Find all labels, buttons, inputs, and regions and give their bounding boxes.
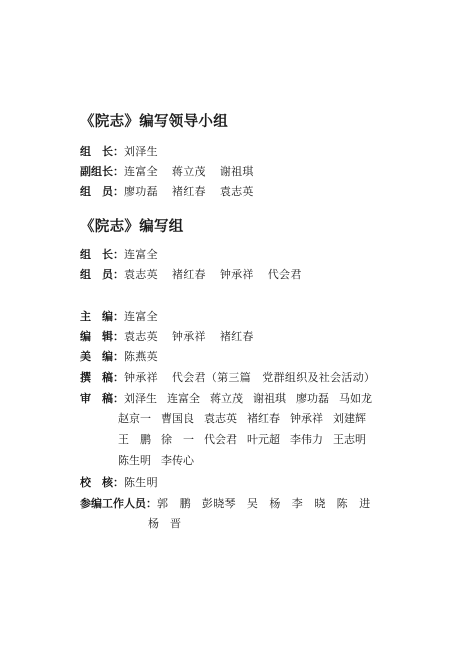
person-name: 连富全: [124, 310, 158, 323]
participants-line-2: [148, 515, 191, 533]
row-label: 组 员：: [80, 268, 124, 281]
reviewers-line-3: [118, 431, 366, 449]
person-name: 代会君: [267, 268, 302, 281]
section2-title: 《院志》编写组: [80, 218, 184, 235]
row-label: 编 辑：: [80, 330, 124, 343]
person-name: 曹国良: [161, 412, 194, 425]
person-name: 吴 杨: [246, 497, 281, 510]
row-label: 组 长：: [80, 248, 124, 261]
section1-title: 《院志》编写领导小组: [80, 113, 228, 130]
person-name: 褚红春: [219, 330, 254, 343]
person-name: 陈 进: [336, 497, 371, 510]
person-name: 彭晓琴: [201, 497, 236, 510]
person-name: 刘建辉: [333, 412, 366, 425]
editors-row: [80, 328, 268, 346]
person-name: 刘泽生: [124, 392, 157, 405]
person-name: 陈生明: [118, 454, 151, 467]
person-name: 谢祖琪: [219, 165, 254, 178]
reviewers-row: [80, 390, 372, 408]
person-name: 褚红春: [171, 268, 206, 281]
person-name: 王志明: [333, 433, 366, 446]
section1-row-deputy: [80, 163, 268, 181]
row-label: 美 编：: [80, 350, 124, 363]
person-name: 袁志英: [124, 268, 158, 281]
person-name: 郭 鹏: [157, 497, 191, 510]
person-name: 袁志英: [124, 330, 158, 343]
person-name: 褚红春: [247, 412, 280, 425]
person-name: 杨 晋: [148, 517, 181, 530]
reviewers-line-2: [118, 410, 366, 428]
row-label: 参编工作人员：: [80, 497, 157, 510]
person-name: 李 晓: [291, 497, 326, 510]
person-name: 赵京一: [118, 412, 151, 425]
person-name: 廖功磊: [296, 392, 329, 405]
row-label: 撰 稿：: [80, 371, 124, 384]
person-name: 连富全: [167, 392, 200, 405]
person-name: 钟承祥: [290, 412, 323, 425]
person-name: 代会君（第三篇 党群组织及社会活动）: [171, 371, 376, 384]
person-name: 王 鹏: [118, 433, 151, 446]
writers-row: [80, 369, 389, 387]
row-label: 校 核：: [80, 476, 124, 489]
person-name: 袁志英: [204, 412, 237, 425]
row-label: 审 稿：: [80, 392, 124, 405]
section1-row-leader: [80, 143, 172, 161]
reviewers-line-4: [118, 452, 204, 470]
person-name: 褚红春: [171, 185, 206, 198]
row-label: 副组长：: [80, 165, 124, 178]
person-name: 李伟力: [290, 433, 323, 446]
person-name: 钟承祥: [124, 371, 158, 384]
person-name: 蒋立茂: [210, 392, 243, 405]
person-name: 陈生明: [124, 476, 158, 489]
person-name: 连富全: [124, 248, 158, 261]
section1-row-members: [80, 183, 268, 201]
person-name: 叶元超: [247, 433, 280, 446]
person-name: 钟承祥: [219, 268, 254, 281]
person-name: 连富全: [124, 165, 158, 178]
person-name: 袁志英: [219, 185, 254, 198]
person-name: 廖功磊: [124, 185, 158, 198]
editor-in-chief-row: [80, 308, 172, 326]
person-name: 钟承祥: [171, 330, 206, 343]
row-label: 组 员：: [80, 185, 124, 198]
proofreader-row: [80, 474, 172, 492]
person-name: 陈燕英: [124, 350, 158, 363]
section2-row-members: [80, 266, 316, 284]
row-label: 主 编：: [80, 310, 124, 323]
person-name: 徐 一: [161, 433, 194, 446]
person-name: 马如龙: [339, 392, 372, 405]
person-name: 代会君: [204, 433, 237, 446]
person-name: 李传心: [161, 454, 194, 467]
person-name: 刘泽生: [124, 145, 158, 158]
row-label: 组 长：: [80, 145, 124, 158]
person-name: 蒋立茂: [171, 165, 206, 178]
person-name: 谢祖琪: [253, 392, 286, 405]
section2-row-leader: [80, 246, 172, 264]
art-editor-row: [80, 348, 172, 366]
participants-row: [80, 495, 371, 513]
